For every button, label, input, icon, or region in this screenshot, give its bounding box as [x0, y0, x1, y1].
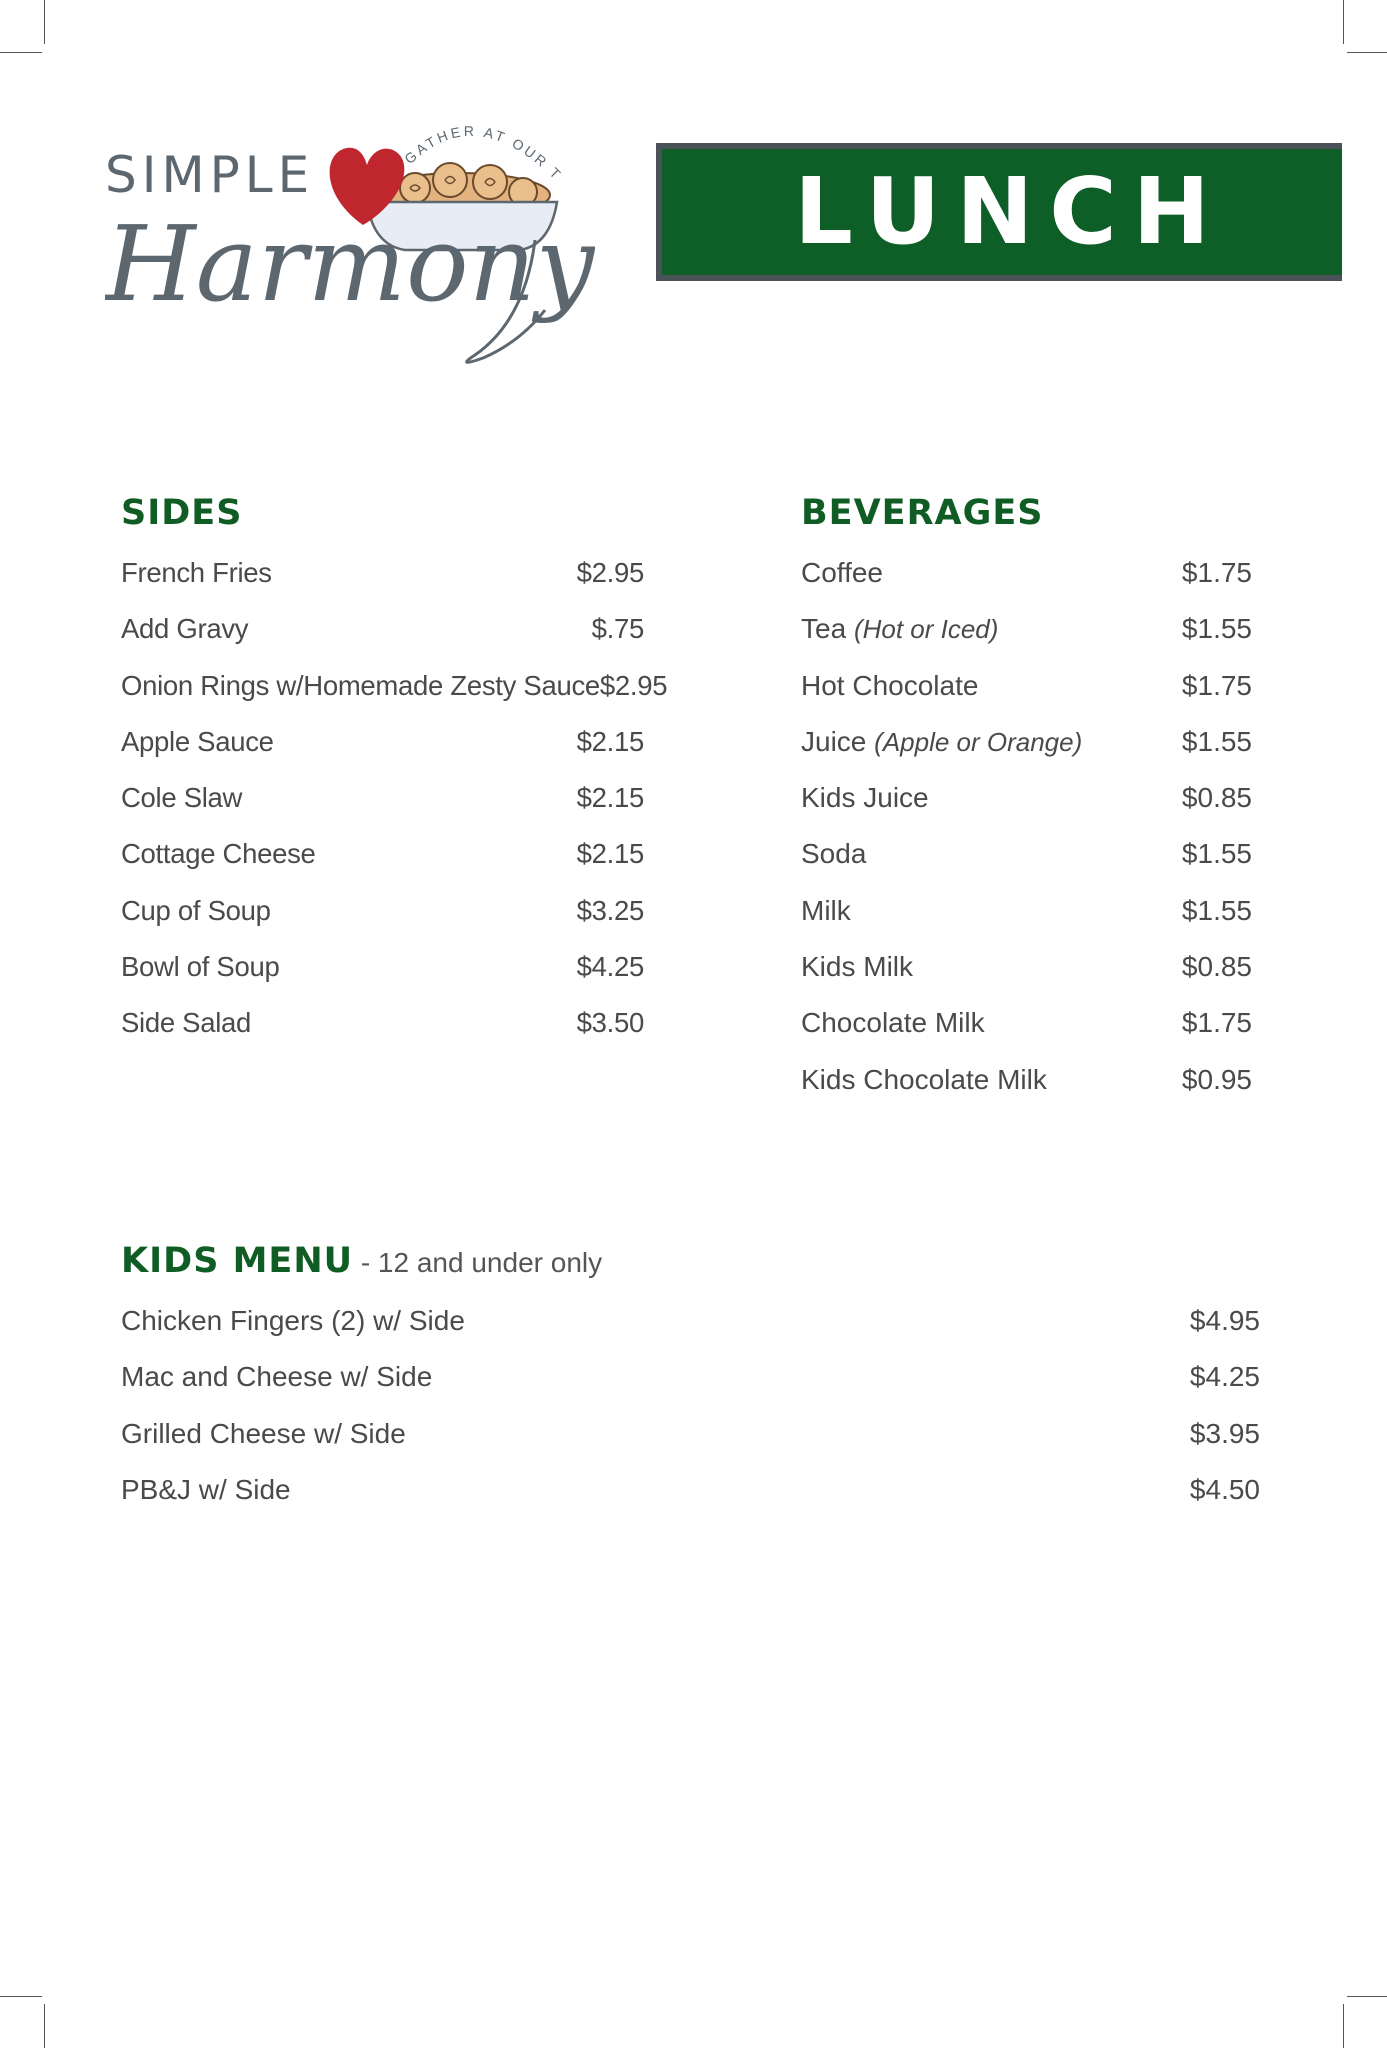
item-price: $0.95 [1181, 1063, 1252, 1095]
menu-item [121, 1474, 1260, 1530]
menu-item [121, 557, 644, 613]
logo-word-simple: SIMPLE [105, 146, 315, 204]
lunch-banner [656, 143, 1342, 281]
item-name: Onion Rings w/Homemade Zesty Sauce [121, 669, 600, 701]
item-price: $1.55 [1181, 613, 1252, 645]
item-price: $3.25 [576, 894, 644, 926]
menu-item [121, 951, 644, 1007]
menu-item [121, 838, 644, 894]
item-name-wrap [801, 838, 866, 870]
menu-item [801, 670, 1252, 726]
kids-title [121, 1241, 603, 1281]
item-price: $2.15 [576, 838, 644, 870]
kids-title-note: - 12 and under only [353, 1247, 603, 1278]
menu-item [121, 669, 668, 726]
menu-item [121, 1007, 644, 1063]
crop-mark [1343, 2004, 1344, 2048]
item-name-wrap [121, 1361, 432, 1393]
menu-item [801, 895, 1252, 951]
crop-mark [0, 52, 42, 53]
menu-item [121, 895, 644, 951]
item-name: Tea [801, 613, 854, 645]
item-name: Juice [801, 725, 875, 757]
menu-item [801, 613, 1252, 669]
banner-title: LUNCH [794, 158, 1226, 265]
item-name-wrap [801, 670, 978, 702]
item-name: Cottage Cheese [121, 838, 316, 870]
crop-mark [0, 1996, 42, 1997]
item-name-wrap [121, 838, 316, 870]
item-price: $2.95 [576, 557, 644, 588]
menu-item [801, 1064, 1252, 1120]
menu-item [801, 838, 1252, 894]
item-name-wrap [121, 726, 274, 758]
item-price: $1.75 [1181, 1007, 1252, 1039]
menu-item [121, 726, 644, 782]
item-name-wrap [121, 951, 279, 983]
item-price: $4.50 [1189, 1473, 1260, 1505]
beverages-title: BEVERAGES [801, 493, 1044, 533]
item-name: Milk [801, 894, 851, 926]
kids-title-text: KIDS MENU [121, 1241, 354, 1281]
item-name-wrap [801, 613, 998, 645]
item-name-wrap [801, 951, 913, 983]
item-price: $4.25 [576, 951, 644, 983]
item-price: $1.55 [1181, 725, 1252, 757]
item-note: (Hot or Iced) [853, 614, 999, 645]
item-price: $0.85 [1181, 951, 1252, 983]
sides-list [121, 557, 668, 1064]
menu-item [121, 1418, 1260, 1474]
item-name: Bowl of Soup [121, 951, 280, 983]
item-name-wrap [121, 557, 272, 589]
item-name-wrap [121, 1474, 291, 1506]
logo-word-harmony: Harmony [105, 203, 595, 325]
item-name: Soda [801, 838, 867, 870]
item-name: Coffee [801, 557, 883, 588]
crop-mark [44, 2004, 45, 2048]
menu-item [801, 951, 1252, 1007]
item-price: $1.55 [1181, 838, 1252, 870]
menu-item [121, 1305, 1260, 1361]
item-name: Side Salad [121, 1007, 252, 1039]
item-name-wrap [801, 782, 929, 814]
item-price: $4.95 [1189, 1305, 1260, 1336]
item-price: $2.15 [576, 782, 644, 814]
item-name: Hot Chocolate [801, 669, 979, 701]
item-price: $2.15 [576, 725, 644, 757]
item-name: Cole Slaw [121, 782, 243, 814]
item-name: Kids Juice [801, 782, 929, 814]
item-price: $0.85 [1181, 782, 1252, 814]
item-name: PB&J w/ Side [121, 1473, 291, 1505]
logo-tagline: GATHER AT OUR T [401, 122, 566, 184]
item-name: Mac and Cheese w/ Side [121, 1361, 433, 1393]
item-price: $1.55 [1181, 894, 1252, 926]
crop-mark [1347, 52, 1387, 53]
item-name: Chicken Fingers (2) w/ Side [121, 1305, 465, 1336]
crop-mark [1343, 0, 1344, 44]
menu-item [121, 1361, 1260, 1417]
item-price: $1.75 [1181, 669, 1252, 701]
item-name-wrap [121, 782, 242, 814]
item-name: Grilled Cheese w/ Side [121, 1417, 406, 1449]
logo [105, 110, 595, 370]
beverages-list [801, 557, 1252, 1120]
item-name-wrap [121, 1305, 465, 1337]
item-price: $3.50 [576, 1007, 644, 1039]
item-name-wrap [121, 1007, 251, 1039]
item-name-wrap [801, 895, 851, 927]
item-price: $1.75 [1181, 557, 1252, 588]
item-price: $.75 [591, 613, 644, 645]
item-name-wrap [121, 895, 271, 927]
item-name-wrap [801, 557, 883, 589]
menu-item [801, 726, 1252, 782]
item-note: (Apple or Orange) [874, 726, 1083, 757]
item-name-wrap [801, 1007, 985, 1039]
menu-item [121, 613, 644, 669]
item-price: $3.95 [1189, 1417, 1260, 1449]
item-name: Kids Milk [801, 951, 914, 983]
menu-item [121, 782, 644, 838]
item-name-wrap [801, 1064, 1047, 1096]
menu-item [801, 1007, 1252, 1063]
menu-item [801, 782, 1252, 838]
item-name-wrap [801, 726, 1082, 758]
item-name: Apple Sauce [121, 725, 274, 757]
item-name-wrap [121, 1418, 406, 1450]
item-name: Cup of Soup [121, 894, 271, 926]
crop-mark [1347, 1996, 1387, 1997]
kids-list [121, 1305, 1260, 1530]
item-name: French Fries [121, 557, 272, 588]
sides-title: SIDES [121, 493, 243, 533]
item-name-wrap [121, 613, 248, 645]
item-price: $2.95 [599, 669, 668, 701]
item-name-wrap [121, 670, 600, 702]
item-name: Add Gravy [121, 613, 249, 645]
item-price: $4.25 [1189, 1361, 1260, 1393]
menu-item [801, 557, 1252, 613]
crop-mark [44, 0, 45, 44]
item-name: Kids Chocolate Milk [801, 1063, 1047, 1095]
item-name: Chocolate Milk [801, 1007, 985, 1039]
